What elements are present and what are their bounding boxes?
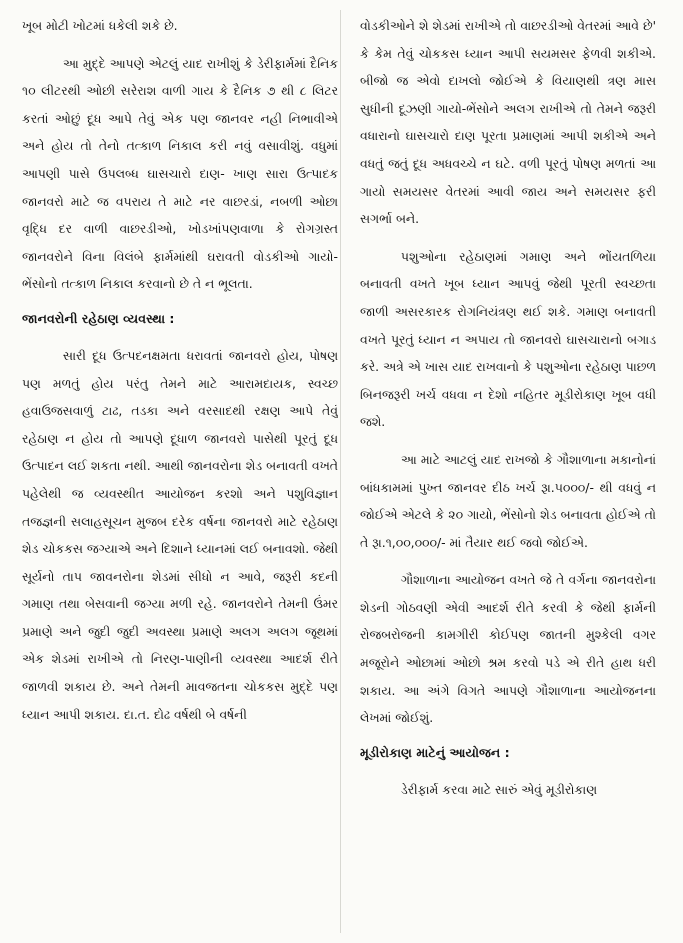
column-divider [340, 10, 341, 933]
paragraph-intro-tail: ખૂબ મોટી ખોટમાં ધકેલી શકે છે. [22, 18, 178, 33]
heading-investment-planning: મૂડીરોકાણ માટેનું આયોજન : [360, 744, 510, 760]
paragraph-shed-design: પશુઓના રહેઠાણમાં ગમાણ અને ભોંયતળિયા બનાવતી વખતે ખૂબ ધ્યાન આપવું જેથી પૂરતી સ્વચ્છતા જાળી અસરકારક રોગનિયંત્રણ થઈ શકે. ગમાણ બનાવતી વખતે પૂરતું ધ્યાન ન અપાય તો જાનવરો ઘાસચારાનો બગાડ કરે. અત્રે એ ખાસ યાદ રાખવાનો કે પશુઓના રહેઠાણ પાછળ બિનજરૂરી ખર્ચ વધવા ન દેશો નહિતર મૂડીરોકાણ ખૂબ વધી જશે. [360, 248, 656, 430]
paragraph-investment: ડેરીફાર્મ કરવા માટે સારું એવું મૂડીરોકાણ [400, 781, 598, 797]
paragraph-culling: આ મુદ્દે આપણે એટલું યાદ રાખીશું કે ડેરીફાર્મમાં દૈનિક ૧૦ લીટરથી ઓછી સરેરાશ વાળી ગાય કે દૈનિક ૭ થી ૮ લિટર કરતાં ઓછું દૂધ આપે તેવું એક પણ જાનવર નહી નિભાવીએ અને હોય તો તેનો તત્કાળ નિકાલ કરી નવું વસાવીશું. વધુમાં આપણી પાસે ઉપલબ્ધ ઘાસચારો દાણ- ખાણ સારા ઉત્પાદક જાનવરો માટે જ વપરાય તે માટે નર વાછરડાં, નબળી ઓછા વૃદ્ધિ દર વાળી વાછરડીઓ, ખોડખાંપણવાળા કે રોગગ્રસ્ત જાનવરોને વિના વિલંબે ફાર્મમાંથી ઘરાવતી વોડકીઓ ગાયો-ભેંસોનો તત્કાળ નિકાલ કરવાનો છે તે ન ભૂલતા. [22, 55, 338, 292]
paragraph-heifers: વોડકીઓને શે શેડમાં રાખીએ તો વાછરડીઓ વેતરમાં આવે છે' કે કેમ તેવું ચોકકસ ધ્યાન આપી સયમસર ફેળવી શકીએ. બીજો જ એવો દાખલો જોઈએ કે વિયાણથી ત્રણ માસ સુધીની દૂઝણી ગાયો-ભેંસોને અલગ રાખીએ તો તેમને જરૂરી વધારાનો ઘાસચારો દાણ પૂરતા પ્રમાણમાં આપી શકીએ અને વધતું જતું દૂધ અધવચ્ચે ન ઘટે. વળી પૂરતું પોષણ મળતાં આ ગાયો સમયસર વેતરમાં આવી જાય અને સમયસર ફરી સગર્ભા બને. [360, 18, 656, 227]
left-column [22, 12, 338, 943]
paragraph-housing: સારી દૂધ ઉત્પદનક્ષમતા ધરાવતાં જાનવરો હોય, પોષણ પણ મળતું હોય પરંતુ તેમને માટે આરામદાયક, સ્વચ્છ હવાઉજસવાળું ટાઢ, તડકા અને વરસાદથી રક્ષણ આપે તેવું રહેઠાણ ન હોય તો આપણે દૂધાળ જાનવરો પાસેથી પૂરતું દૂધ ઉત્પાદન લઈ શકતા નથી. આથી જાનવરોના શેડ બનાવતી વખતે પહેલેથી જ વ્યવસ્થીત આયોજન કરશો અને પશુવિજ્ઞાન તજજ્ઞની સલાહસૂચન મુજબ દરેક વર્ષના જાનવરો માટે રહેઠાણ શેડ ચોકકસ જગ્યાએ અને દિશાને ધ્યાનમાં લઈ બનાવશો. જેથી સૂર્યનો તાપ જાવનરોના શેડમાં સીધો ન આવે, જરૂરી કદની ગમાણ તથા બેસવાની જગ્યા મળી રહે. જાનવરોને તેમની ઉંમર પ્રમાણે અને જુદી જુદી અવસ્થા પ્રમાણે અલગ અલગ જૂથમાં એક શેડમાં રાખીએ તો નિરણ-પાણીની વ્યવસ્થા આદર્શ રીતે જાળવી શકાય છે. અને તેમની માવજતના ચોકકસ મુદ્દે પણ ધ્યાન આપી શકાય. દા.ત. દોઢ વર્ષથી બે વર્ષની [22, 347, 338, 722]
paragraph-planning: ગૌશાળાના આયોજન વખતે જે તે વર્ગના જાનવરોના શેડની ગોઠવણી એવી આદર્શ રીતે કરવી કે જેથી ફાર્મની રોજબરોજની કામગીરી કોઈપણ જાતની મુશ્કેલી વગર મજૂરોને ઓછામાં ઓછો શ્રમ કરવો પડે એ રીતે હાથ ધરી શકાય. આ અંગે વિગતે આપણે ગૌશાળાના આયોજનના લેખમાં જોઈશું. [360, 572, 656, 726]
right-column [360, 12, 656, 943]
heading-animal-housing: જાનવરોની રહેઠાણ વ્યવસ્થા : [22, 310, 175, 326]
paragraph-cost: આ માટે આટલું યાદ રાખજો કે ગૌશાળાના મકાનોનાં બાંધકામમાં પુખ્ત જાનવર દીઠ ખર્ચ રૂા.૫૦૦૦/- થી વધવું ન જોઈએ એટલે કે ૨૦ ગાયો, ભેંસોનો શેડ બનાવતા હોઈએ તો તે રૂા.૧,૦૦,૦૦૦/- માં તૈયાર થઈ જવો જોઈએ. [360, 451, 656, 550]
